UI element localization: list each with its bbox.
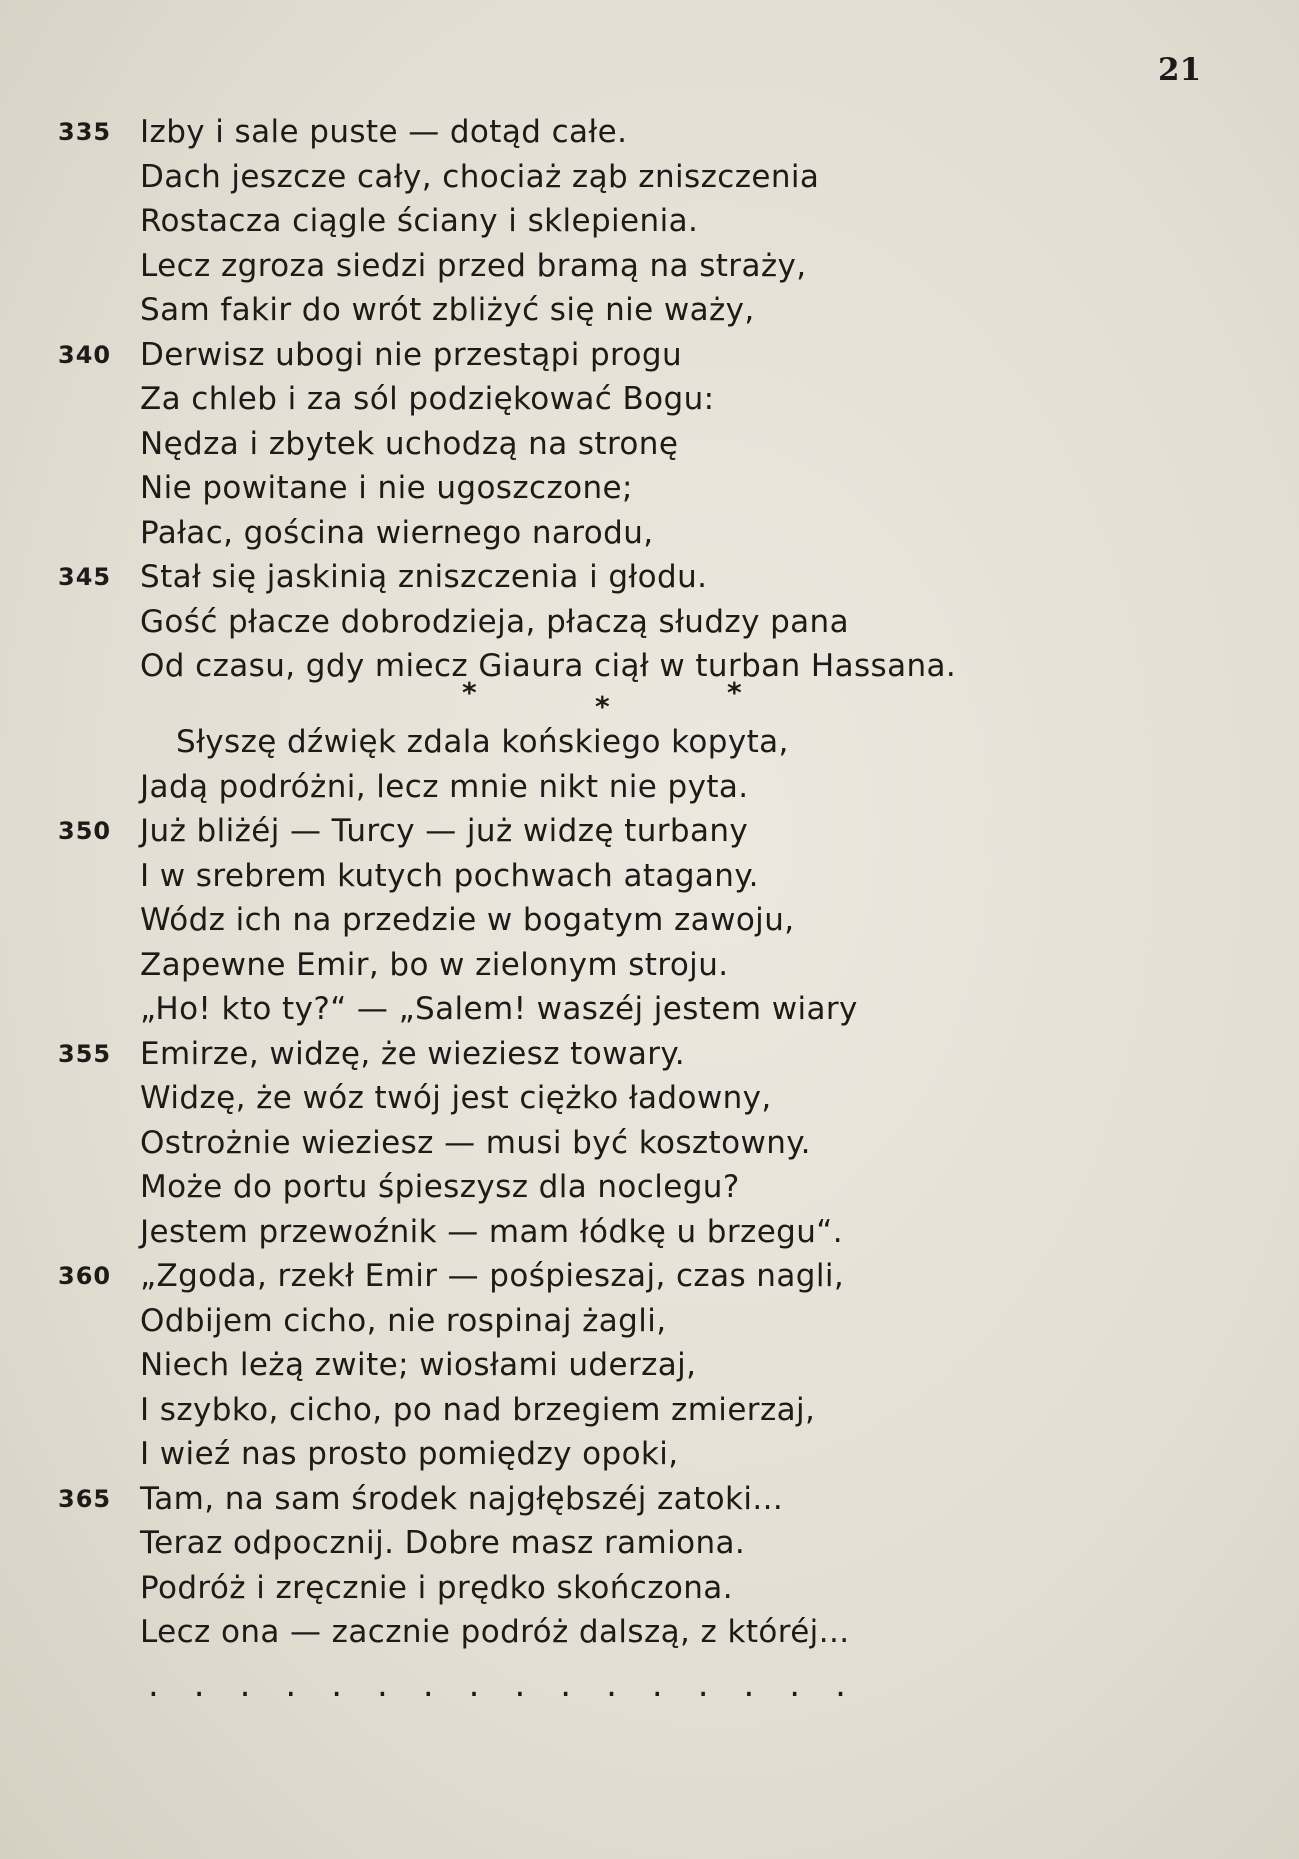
verse-text: Nędza i zbytek uchodzą na stronę	[140, 425, 679, 462]
verse-text: Ostrożnie wieziesz — musi być kosztowny.	[140, 1124, 811, 1161]
asterisk-right: *	[727, 676, 742, 709]
verse-text: Lecz ona — zacznie podróż dalszą, z któréj...	[140, 1614, 850, 1650]
verse-text: Wódz ich na przedzie w bogatym zawoju,	[140, 902, 795, 938]
verse-text: Odbijem cicho, nie rospinaj żagli,	[140, 1302, 667, 1339]
verse-text: Jadą podróżni, lecz mnie nikt nie pyta.	[140, 768, 749, 805]
section-break-asterism	[0, 674, 1299, 723]
verse-text: Gość płacze dobrodzieja, płaczą słudzy pana	[140, 603, 849, 640]
verse-text: Już bliżéj — Turcy — już widzę turbany	[140, 813, 749, 849]
verse-text: Słyszę dźwięk zdala końskiego kopyta,	[176, 724, 789, 760]
verse-text: Niech leżą zwite; wiosłami uderzaj,	[140, 1347, 697, 1383]
line-number: 365	[58, 1484, 112, 1513]
page-number: 21	[1158, 52, 1202, 88]
verse-text: Za chleb i za sól podziękować Bogu:	[140, 381, 715, 417]
verse-text: Widzę, że wóz twój jest ciężko ładowny,	[140, 1080, 772, 1116]
line-number: 335	[58, 118, 112, 146]
verse-text: Pałac, gościna wiernego narodu,	[140, 514, 654, 551]
verse-text: Jestem przewoźnik — mam łódkę u brzegu“.	[140, 1213, 844, 1250]
ellipsis-dots: ................	[148, 1665, 881, 1705]
verse-text: I w srebrem kutych pochwach atagany.	[140, 857, 759, 894]
verse-text: Stał się jaskinią zniszczenia i głodu.	[140, 559, 708, 595]
line-number: 350	[58, 817, 112, 845]
line-number: 355	[58, 1039, 112, 1068]
line-number: 340	[58, 340, 112, 369]
verse-text: „Ho! kto ty?“ — „Salem! waszéj jestem wiary	[140, 991, 858, 1027]
verse-text: Od czasu, gdy miecz Giaura ciął w turban Hassana.	[140, 648, 957, 684]
verse-text: Zapewne Emir, bo w zielonym stroju.	[140, 946, 729, 983]
verse-text: Lecz zgroza siedzi przed bramą na straży,	[140, 247, 807, 284]
verse-text: I wieź nas prosto pomiędzy opoki,	[140, 1436, 679, 1472]
asterisk-middle: *	[595, 690, 610, 723]
verse-text: I szybko, cicho, po nad brzegiem zmierzaj,	[140, 1391, 816, 1428]
verse-text: Izby i sale puste — dotąd całe.	[140, 114, 628, 150]
verse-text: „Zgoda, rzekł Emir — pośpieszaj, czas nagli,	[140, 1258, 845, 1294]
asterisk-left: *	[462, 676, 477, 709]
verse-text: Sam fakir do wrót zbliżyć się nie waży,	[140, 292, 755, 328]
verse-text: Podróż i zręcznie i prędko skończona.	[140, 1569, 733, 1606]
verse-text: Rostacza ciągle ściany i sklepienia.	[140, 203, 699, 239]
line-number: 360	[58, 1262, 112, 1290]
verse-text: Dach jeszcze cały, chociaż ząb zniszczenia	[140, 158, 820, 195]
verse-text: Derwisz ubogi nie przestąpi progu	[140, 336, 683, 373]
verse-text: Tam, na sam środek najgłębszéj zatoki...	[140, 1480, 784, 1517]
verse-text: Nie powitane i nie ugoszczone;	[140, 470, 633, 506]
verse-text: Emirze, widzę, że wieziesz towary.	[140, 1035, 685, 1072]
line-number: 345	[58, 563, 112, 591]
verse-text: Teraz odpocznij. Dobre masz ramiona.	[140, 1525, 746, 1561]
verse-text: Może do portu śpieszysz dla noclegu?	[140, 1169, 740, 1205]
